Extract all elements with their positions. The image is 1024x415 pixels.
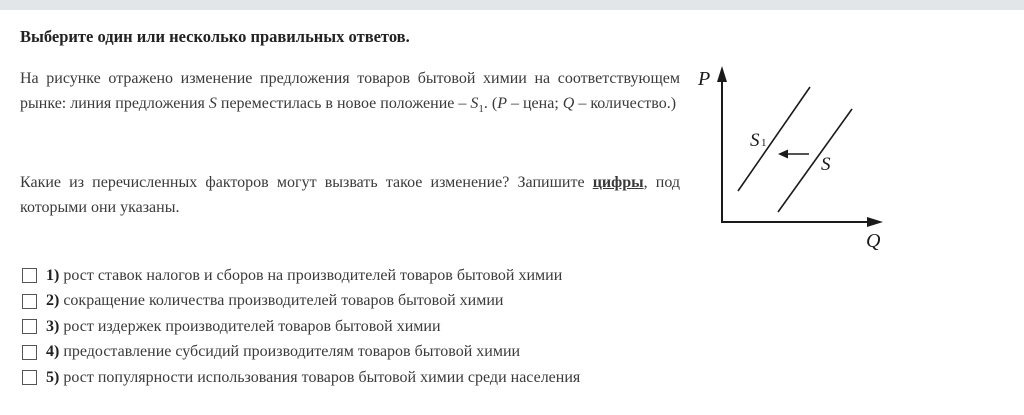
s-label: S	[821, 154, 831, 175]
price-symbol: P	[497, 95, 507, 112]
option-number: 3)	[46, 317, 60, 335]
s1-label-subscript: 1	[761, 137, 767, 149]
question-prompt-part: Какие из перечисленных факторов могут вызвать такое изменение? Запишите	[20, 174, 593, 191]
option-text: сокращение количества производителей товаров бытовой химии	[63, 292, 504, 310]
x-axis-label: Q	[866, 230, 881, 252]
answer-option-4[interactable]	[22, 340, 580, 366]
y-axis-label: P	[698, 68, 711, 90]
question-text-part: переместилась в новое положение –	[216, 95, 471, 112]
option-number: 1)	[46, 266, 60, 284]
new-supply-symbol: S	[470, 95, 479, 112]
supply-line-s1	[738, 87, 810, 191]
s1-label: S	[750, 130, 760, 151]
new-supply-subscript: 1	[478, 103, 484, 116]
option-number: 4)	[46, 343, 60, 361]
supply-symbol: S	[208, 95, 217, 112]
option-number: 2)	[46, 292, 60, 310]
option-text: рост популярности использования товаров бытовой химии среди населения	[63, 368, 581, 386]
question-prompt	[20, 170, 680, 220]
question-prompt-part: , под которыми они указаны.	[20, 174, 681, 216]
supply-shift-graph	[690, 58, 900, 258]
task-instruction: Выберите один или несколько правильных ответов.	[20, 27, 410, 46]
top-border-strip	[0, 0, 1024, 10]
option-text: предоставление субсидий производителям товаров бытовой химии	[63, 343, 521, 361]
checkbox[interactable]	[22, 294, 37, 309]
answer-option-1[interactable]	[22, 263, 580, 289]
shift-arrow-head	[778, 150, 788, 159]
checkbox[interactable]	[22, 345, 37, 360]
answer-option-2[interactable]	[22, 289, 580, 315]
option-text: рост ставок налогов и сборов на производителей товаров бытовой химии	[63, 266, 563, 284]
x-axis-arrow	[867, 217, 883, 227]
y-axis-arrow	[717, 66, 727, 82]
supply-line-s	[778, 109, 852, 212]
answer-option-3[interactable]	[22, 314, 580, 340]
quantity-symbol: Q	[562, 95, 575, 112]
question-text-part: – цена;	[506, 95, 563, 112]
emphasis-digits: цифры	[592, 174, 644, 191]
checkbox[interactable]	[22, 319, 37, 334]
question-text-part: – количество.)	[574, 95, 677, 112]
question-text	[20, 66, 680, 122]
answer-options	[22, 263, 580, 391]
option-text: рост издержек производителей товаров бытовой химии	[63, 317, 441, 335]
question-text-part: На рисунке отражено изменение предложения товаров бытовой химии на соответствующем рынке: линия предложения	[20, 70, 680, 112]
answer-option-5[interactable]	[22, 365, 580, 391]
checkbox[interactable]	[22, 370, 37, 385]
question-text-part: . (	[483, 95, 498, 112]
checkbox[interactable]	[22, 268, 37, 283]
option-number: 5)	[46, 368, 60, 386]
